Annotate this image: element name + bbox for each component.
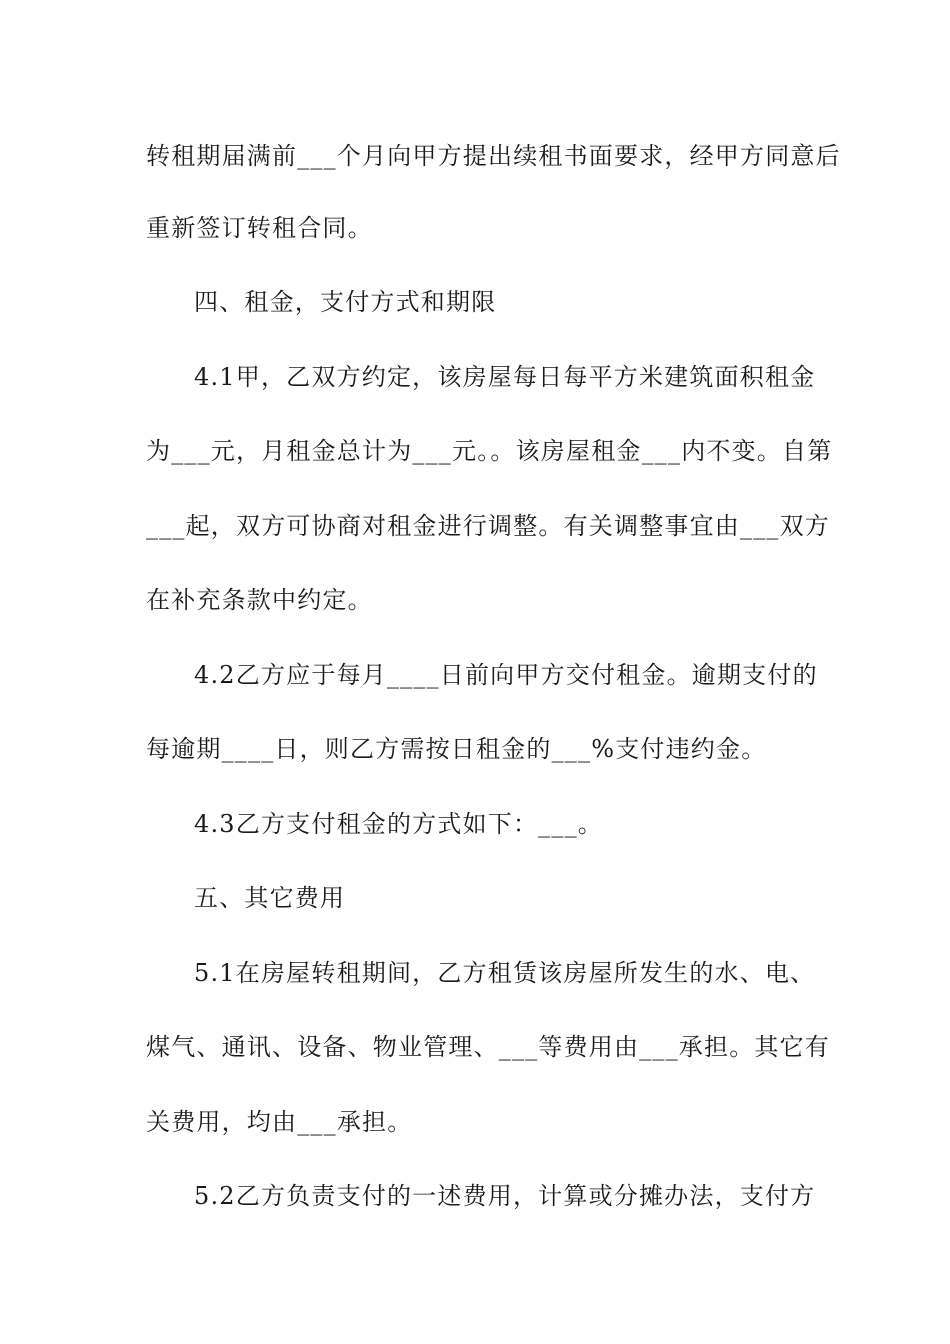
- text-line: 每逾期____日，则乙方需按日租金的___%支付违约金。: [146, 735, 767, 763]
- section-heading: 四、租金，支付方式和期限: [194, 288, 497, 316]
- text-line: 5.2乙方负责支付的一述费用，计算或分摊办法，支付方: [194, 1182, 816, 1210]
- text-line: 转租期届满前___个月向甲方提出续租书面要求，经甲方同意后: [146, 142, 841, 170]
- text-line: 为___元，月租金总计为___元。。该房屋租金___内不变。自第: [146, 437, 833, 465]
- text-line: 4.3乙方支付租金的方式如下：___。: [194, 810, 603, 838]
- text-line: 重新签订转租合同。: [146, 214, 373, 242]
- text-line: 关费用，均由___承担。: [146, 1108, 413, 1136]
- section-heading: 五、其它费用: [194, 884, 346, 912]
- text-line: ___起，双方可协商对租金进行调整。有关调整事宜由___双方: [146, 512, 830, 540]
- text-line: 4.2乙方应于每月____日前向甲方交付租金。逾期支付的: [194, 661, 818, 689]
- text-line: 在补充条款中约定。: [146, 586, 373, 614]
- text-line: 5.1在房屋转租期间，乙方租赁该房屋所发生的水、电、: [194, 959, 816, 987]
- text-line: 煤气、通讯、设备、物业管理、___等费用由___承担。其它有: [146, 1033, 830, 1061]
- text-line: 4.1甲，乙双方约定，该房屋每日每平方米建筑面积租金: [194, 363, 816, 391]
